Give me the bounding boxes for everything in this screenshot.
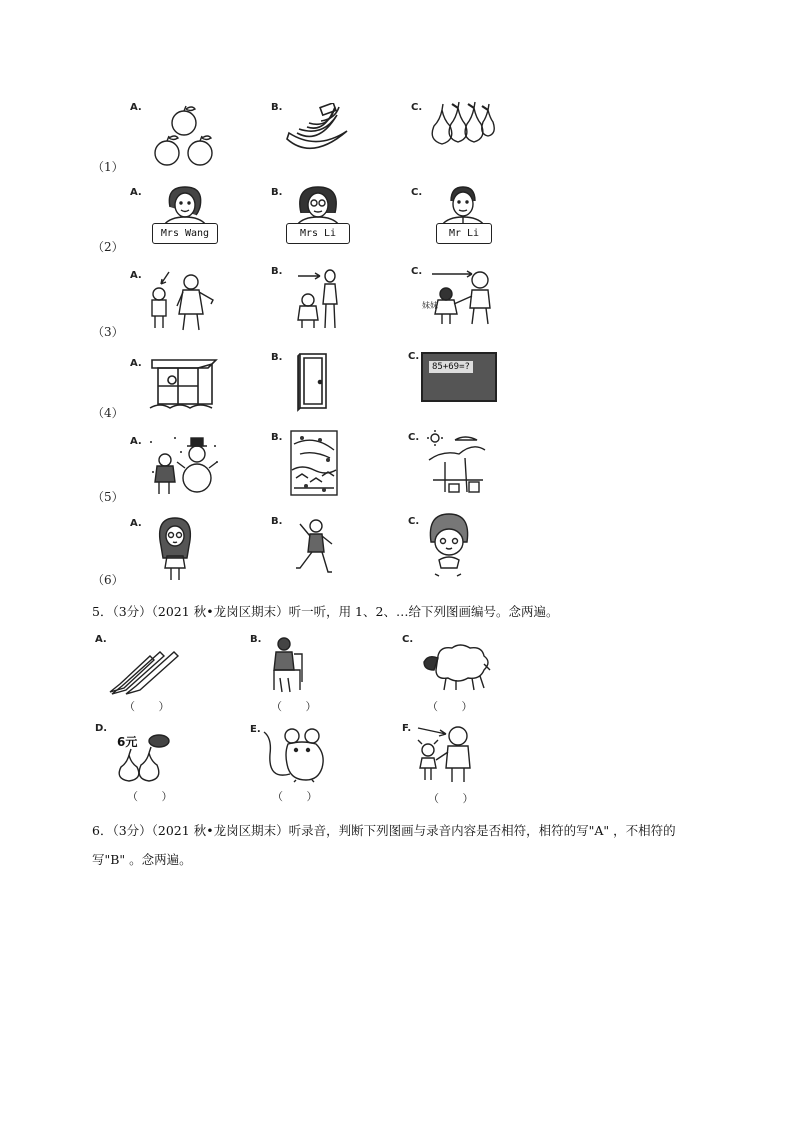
man-portrait-icon — [428, 185, 498, 247]
option-letter: A. — [130, 187, 142, 198]
answer-blank[interactable]: （ ） — [272, 790, 328, 803]
boy-and-man-icon — [145, 268, 220, 333]
short-hair-girl-icon — [425, 512, 473, 582]
bananas-icon — [283, 103, 353, 158]
question-6-line-1: 6．（3分）（2021 秋•龙岗区期末）听录音，判断下列图画与录音内容是否相符，相符的写"A" ，不相符的 — [92, 823, 676, 838]
option-letter: A. — [130, 436, 142, 447]
option-letter: C. — [411, 187, 423, 198]
option-letter: B. — [271, 102, 283, 113]
blackboard-icon — [421, 352, 497, 402]
long-hair-girl-icon — [155, 516, 195, 582]
grandma-chair-icon — [266, 634, 310, 696]
row-number: （1） — [92, 160, 124, 174]
woman-portrait-icon — [150, 185, 220, 247]
pears-price-icon — [115, 733, 183, 783]
apples-icon — [150, 105, 218, 170]
option-letter: B. — [271, 266, 283, 277]
price-text: 6元 — [117, 735, 138, 749]
option-letter: B. — [271, 516, 283, 527]
question-5-text: 5．（3分）（2021 秋•龙岗区期末）听一听，用 1、2、…给下列图画编号。念两遍。 — [92, 604, 559, 619]
option-letter: B. — [271, 432, 283, 443]
option-letter: A. — [130, 270, 142, 281]
option-letter: A. — [95, 634, 107, 645]
name-sign: Mrs Wang — [152, 223, 218, 244]
option-letter: C. — [408, 351, 420, 362]
autumn-scene-icon — [290, 430, 338, 496]
summer-scene-icon — [425, 430, 487, 496]
door-icon — [296, 350, 332, 412]
mouse-icon — [262, 726, 328, 784]
running-boy-icon — [292, 516, 338, 576]
option-letter: C. — [408, 516, 420, 527]
option-letter: C. — [411, 102, 423, 113]
name-sign: Mrs Li — [286, 223, 350, 244]
option-letter: C. — [408, 432, 420, 443]
answer-blank[interactable]: （ ） — [428, 792, 484, 805]
blackboard-text: 85+69=? — [429, 361, 473, 373]
row-number: （6） — [92, 573, 124, 587]
answer-blank[interactable]: （ ） — [271, 700, 327, 713]
option-letter: F. — [402, 723, 412, 734]
option-letter: A. — [130, 102, 142, 113]
option-letter: A. — [130, 358, 142, 369]
row-number: （4） — [92, 406, 124, 420]
answer-blank[interactable]: （ ） — [124, 700, 180, 713]
question-6-line-2: 写"B" 。念两遍。 — [92, 852, 192, 867]
sheep-icon — [420, 642, 492, 692]
option-letter: A. — [130, 518, 142, 529]
sister-and-boy-icon — [420, 264, 500, 328]
row-number: （2） — [92, 240, 124, 254]
option-letter: B. — [271, 352, 283, 363]
tall-woman-icon — [290, 266, 350, 330]
snowman-winter-icon — [145, 432, 223, 498]
option-letter: E. — [250, 724, 261, 735]
option-letter: C. — [402, 634, 414, 645]
answer-blank[interactable]: （ ） — [427, 700, 483, 713]
pencils-icon — [108, 650, 184, 696]
option-letter: B. — [271, 187, 283, 198]
caption-text: 妹妹 — [422, 301, 438, 310]
row-number: （3） — [92, 325, 124, 339]
woman-glasses-portrait-icon — [283, 185, 353, 247]
option-letter: D. — [95, 723, 108, 734]
name-sign: Mr Li — [436, 223, 492, 244]
window-scene-icon — [148, 352, 220, 414]
option-letter: C. — [411, 266, 423, 277]
row-number: （5） — [92, 490, 124, 504]
option-letter: B. — [250, 634, 262, 645]
pears-icon — [428, 100, 498, 148]
girl-and-boy-icon — [412, 722, 480, 784]
answer-blank[interactable]: （ ） — [127, 790, 183, 803]
